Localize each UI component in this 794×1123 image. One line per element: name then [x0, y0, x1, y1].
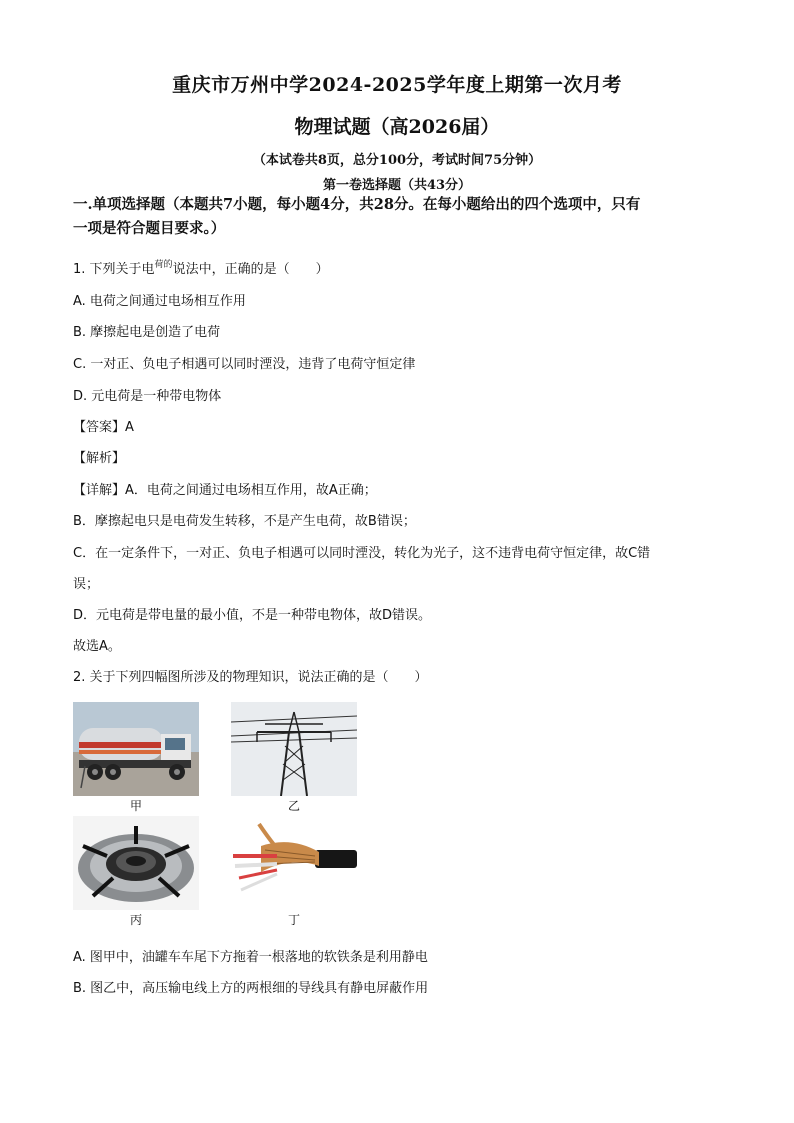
q1-stem: [73, 258, 723, 277]
shielded-cable-photo: [231, 816, 357, 910]
power-tower-photo: [231, 702, 357, 796]
exam-info: （本试卷共8页，总分100分，考试时间75分钟）: [252, 153, 542, 168]
q1-analysis-label: 【解析】: [73, 451, 126, 466]
exam-subtitle: 物理试题（高2026届）: [294, 116, 500, 138]
q1-detail-line: 误；: [73, 577, 100, 592]
volume-heading: 第一卷选择题（共43分）: [322, 178, 472, 193]
q1-stem-superscript: 荷的: [154, 260, 173, 270]
q2-option-a: A. 图甲中，油罐车车尾下方拖着一根落地的软铁条是利用静电: [73, 950, 428, 965]
q1-option-c: C. 一对正、负电子相遇可以同时湮没，违背了电荷守恒定律: [73, 357, 416, 372]
q1-detail-line: 故选A。: [73, 639, 121, 654]
q1-detail-line: D．元电荷是带电量的最小值，不是一种带电物体，故D错误。: [73, 608, 432, 623]
caption-ding: 丁: [287, 913, 300, 927]
section-heading-line1: 一.单项选择题（本题共7小题，每小题4分，共28分。在每小题给出的四个选项中，只有: [73, 196, 641, 213]
section-heading-line2: 一项是符合题目要求。）: [73, 220, 226, 237]
q1-detail-line: C．在一定条件下，一对正、负电子相遇可以同时湮没，转化为光子，这不违背电荷守恒定律，故C错: [73, 546, 651, 561]
gas-stove-photo: [73, 816, 199, 910]
q1-option-d: D. 元电荷是一种带电物体: [73, 389, 222, 404]
caption-yi: 乙: [287, 799, 300, 813]
tanker-truck-photo: [73, 702, 199, 796]
caption-jia: 甲: [129, 799, 142, 813]
q1-answer: 【答案】A: [73, 420, 134, 435]
q1-option-b: B. 摩擦起电是创造了电荷: [73, 325, 221, 340]
exam-title: 重庆市万州中学2024-2025学年度上期第一次月考: [172, 74, 622, 96]
q1-stem-part2: 说法中，正确的是（ ）: [172, 262, 329, 277]
q2-option-b: B. 图乙中，高压输电线上方的两根细的导线具有静电屏蔽作用: [73, 981, 429, 996]
q1-detail-line: B．摩擦起电只是电荷发生转移，不是产生电荷，故B错误；: [73, 514, 416, 529]
q1-option-a: A. 电荷之间通过电场相互作用: [73, 294, 246, 309]
q1-stem-part1: 1. 下列关于电: [73, 262, 155, 277]
caption-bing: 丙: [129, 913, 142, 927]
q1-detail-line: 【详解】A．电荷之间通过电场相互作用，故A正确；: [73, 483, 377, 498]
q2-stem: 2. 关于下列四幅图所涉及的物理知识，说法正确的是（ ）: [73, 670, 428, 685]
